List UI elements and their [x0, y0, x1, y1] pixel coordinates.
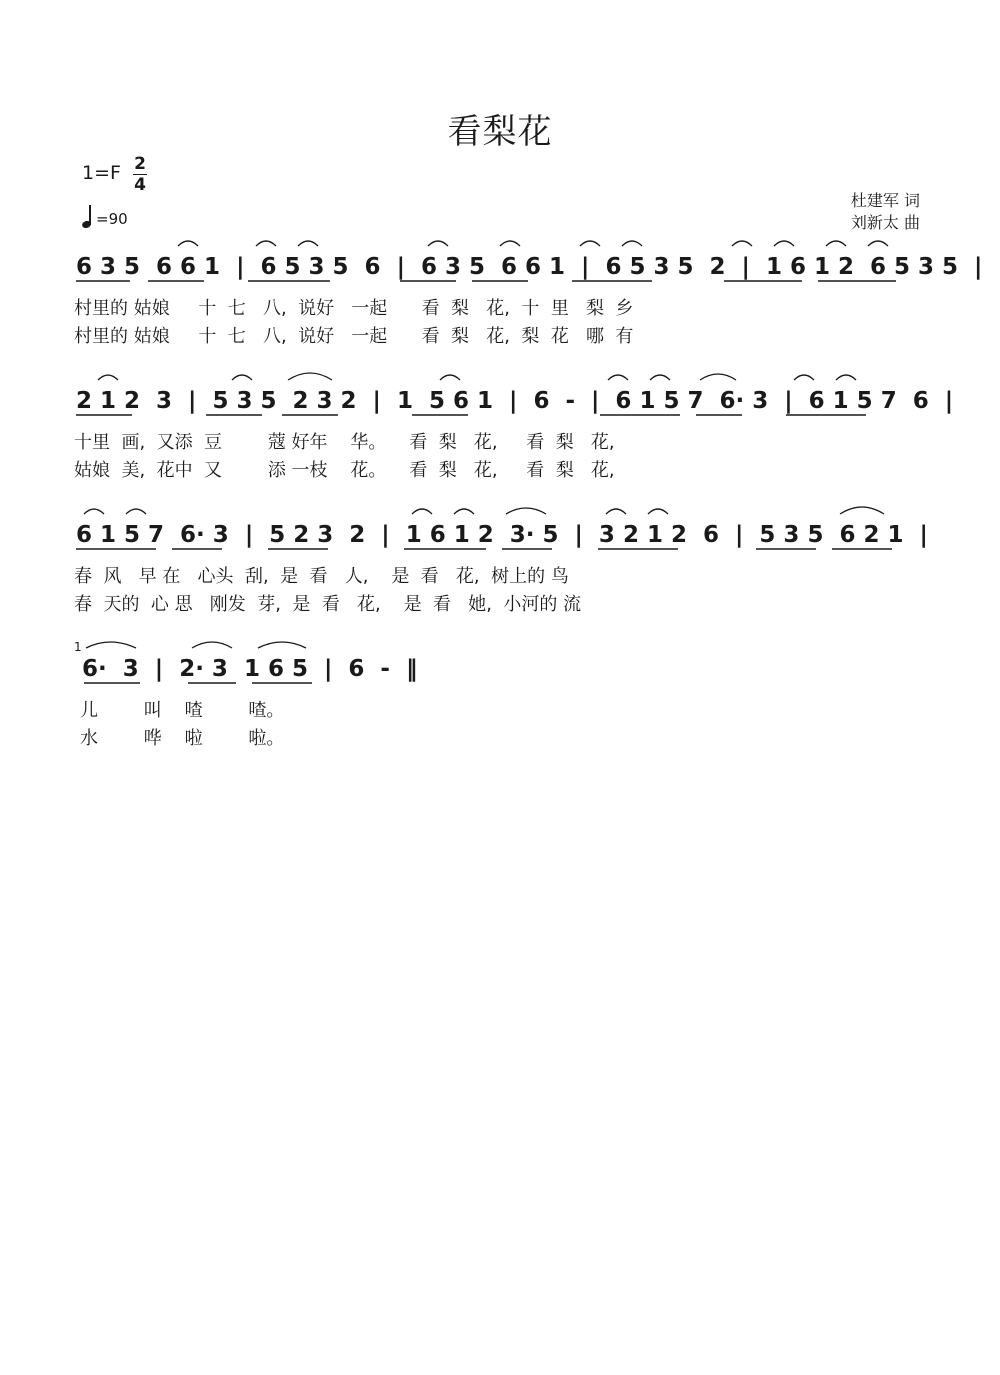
slur — [454, 509, 474, 514]
slur — [428, 241, 448, 246]
slur — [412, 509, 432, 514]
time-signature — [133, 154, 147, 195]
slur — [178, 241, 198, 246]
lyrics-line-1-verse-2: 村里的 姑娘 十 七 八, 说好 一起 看 梨 花, 梨 花 哪 有 — [74, 326, 634, 347]
slur — [258, 642, 306, 648]
slur — [794, 375, 814, 380]
slur — [836, 375, 856, 380]
slur — [606, 509, 626, 514]
quarter-note-icon — [82, 204, 92, 228]
notation-line-4: 6· 3 | 2· 3 1 6 5 | 6 - ‖ — [82, 656, 418, 682]
slur — [288, 373, 332, 380]
slur — [86, 642, 136, 648]
slur — [840, 507, 884, 514]
notation-line-2: 2 1 2 3 | 5 3 5 2 3 2 | 1 5 6 1 | 6 - | 6 1 5 7 6· 3 | 6 1 5 7 6 | — [76, 388, 954, 414]
slur — [700, 374, 736, 380]
grace-note: 1 — [74, 640, 82, 654]
slur — [506, 508, 546, 514]
notation-line-3: 6 1 5 7 6· 3 | 5 2 3 2 | 1 6 1 2 3· 5 | 3 2 1 2 6 | 5 3 5 6 2 1 | — [76, 522, 928, 548]
lyrics-line-3-verse-2: 春 天的 心 思 刚发 芽, 是 看 花, 是 看 她, 小河的 流 — [74, 594, 582, 615]
slur — [826, 241, 846, 246]
slur — [500, 241, 520, 246]
slur — [298, 241, 318, 246]
lyrics-line-1-verse-1: 村里的 姑娘 十 七 八, 说好 一起 看 梨 花, 十 里 梨 乡 — [74, 298, 634, 319]
slur — [608, 375, 628, 380]
lyrics-line-3-verse-1: 春 风 早 在 心头 刮, 是 看 人, 是 看 花, 树上的 鸟 — [74, 566, 569, 587]
slur — [622, 241, 642, 246]
time-signature-top: 2 — [134, 154, 146, 174]
slur — [440, 375, 460, 380]
lyrics-line-2-verse-1: 十里 画, 又添 豆 蔻 好年 华。 看 梨 花, 看 梨 花, — [74, 432, 615, 453]
slur — [126, 509, 146, 514]
slur — [648, 509, 668, 514]
slur — [232, 375, 252, 380]
lyrics-line-4-verse-1: 儿 叫 喳 喳。 — [80, 700, 285, 721]
lyricist-credit: 杜建军 词 — [850, 191, 920, 210]
slur — [98, 375, 118, 380]
time-signature-bottom: 4 — [134, 175, 146, 195]
tempo-marking — [82, 204, 128, 228]
song-title: 看梨花 — [447, 112, 553, 152]
slur — [256, 241, 276, 246]
slur — [732, 241, 752, 246]
slur — [84, 509, 104, 514]
key-signature: 1=F — [82, 162, 121, 184]
lyrics-line-2-verse-2: 姑娘 美, 花中 又 添 一枝 花。 看 梨 花, 看 梨 花, — [74, 460, 615, 481]
slur — [580, 241, 600, 246]
lyrics-line-4-verse-2: 水 哗 啦 啦。 — [80, 728, 285, 749]
slur — [868, 241, 888, 246]
slur — [774, 241, 794, 246]
slur — [650, 375, 670, 380]
composer-credit: 刘新太 曲 — [850, 213, 920, 232]
slur — [192, 642, 232, 648]
notation-line-1: 6 3 5 6 6 1 | 6 5 3 5 6 | 6 3 5 6 6 1 | 6 5 3 5 2 | 1 6 1 2 6 5 3 5 | — [76, 254, 983, 280]
tempo-value: =90 — [96, 210, 128, 228]
